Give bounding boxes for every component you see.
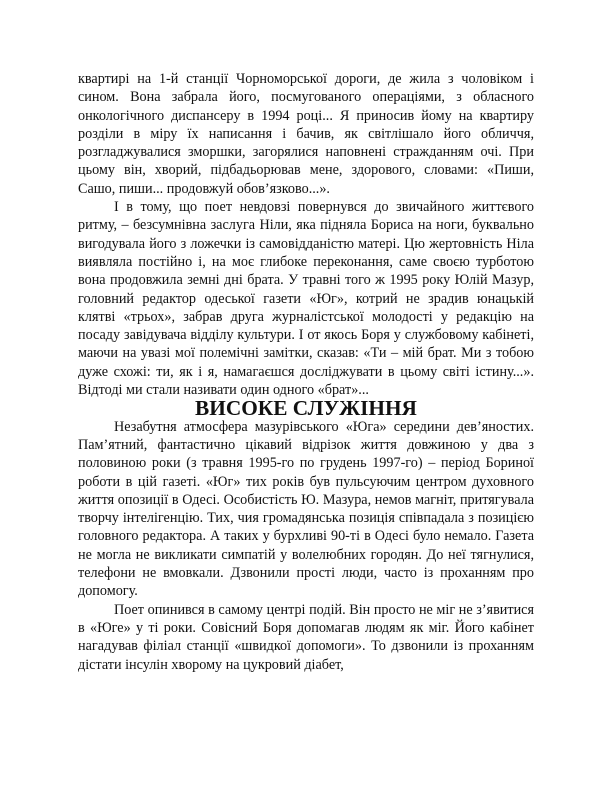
paragraph-continued: квартирі на 1-й станції Чорноморської дороги, де жила з чоловіком і сином. Вона забрала його, посмугованого операціями, з обласного онкологічного диспансеру в 1994 році... Я приносив йому на квартиру розділи в міру їх написання і бачив, як світлішало його обличчя, розгладжувалися зморшки, загорялися наповнені стражданням очі. При цьому він, хворий, підбадьорював мене, здорового, словами: «Пиши, Сашо, пиши... продовжуй обов’язково...». [78,71,534,197]
paragraph: Незабутня атмосфера мазурівського «Юга» середини дев’яностих. Пам’ятний, фантастично цікавий відрізок життя довжиною у два з половиною роки (з травня 1995-го по грудень 1997-го) – період Бориної роботи в цій газеті. «Юг» тих років був пульсуючим центром духовного життя опозиції в Одесі. Особистість Ю. Мазура, немов магніт, притягувала творчу інтелігенцію. Тих, чия громадянська позиція співпадала з позицією головного редактора. А таких у бурхливі 90-ті в Одесі було немало. Газета не могла не викликати симпатій у волелюбних городян. До неї тягнулися, телефони не вмовкали. Дзвонили прості люди, часто із проханням про допомогу. [78,418,534,600]
paragraph: І в тому, що поет невдовзі повернувся до звичайного життєвого ритму, – безсумнівна заслуга Ніли, яка підняла Бориса на ноги, буквально вигодувала його з ложечки із самовідданістю матері. Цю жертовність Ніла виявляла постійно і, на моє глибоке переконання, саме своєю турботою вона продовжила земні дні брата. У травні того ж 1995 року Юлій Мазур, головний редактор одеської газети «Юг», котрий не зрадив юнацькій клятві «трьох», забрав друга журналістської молодості у редакцію на посаду завідувача відділу культури. І от якось Боря у службовому кабінеті, маючи на увазі мої полемічні замітки, сказав: «Ти – мій брат. Ми з тобою дуже схожі: ти, як і я, намагаєшся досліджувати в цьому світі істину...». Відтоді ми стали називати один одного «брат»... [78,199,534,399]
paragraph: Поет опинився в самому центрі подій. Він просто не міг не з’явитися в «Юге» у ті роки. Совісний Боря допомагав людям як міг. Його кабінет нагадував філіал станції «швидкої допомоги». То дзвонили із проханням дістати інсулін хворому на цукровий діабет, [78,601,534,673]
section-title: ВИСОКЕ СЛУЖІННЯ [195,396,417,421]
document-page [78,70,534,674]
